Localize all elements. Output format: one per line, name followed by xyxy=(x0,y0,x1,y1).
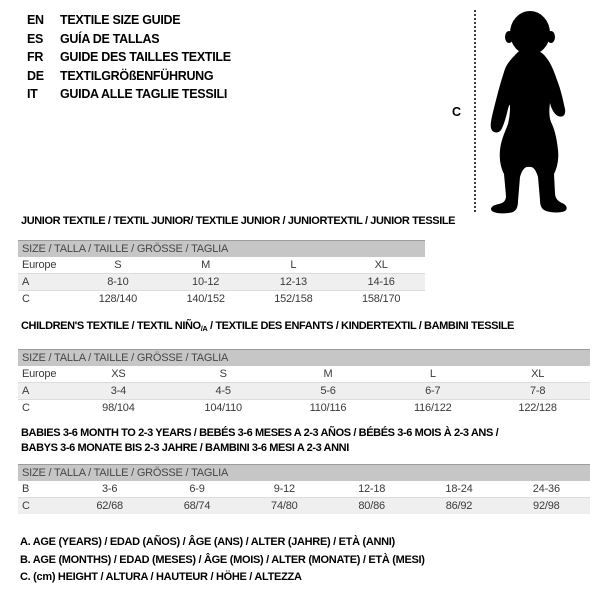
language-title: GUIDE DES TAILLES TEXTILE xyxy=(60,50,231,65)
table-cell: 140/152 xyxy=(186,293,225,305)
table-cell: 74/80 xyxy=(241,498,328,515)
table-row xyxy=(18,383,590,400)
title-text: / TEXTILE DES ENFANTS / KINDERTEXTIL / BAMBINI TESSILE xyxy=(207,320,514,332)
language-title: TEXTILGRÖßENFÜHRUNG xyxy=(60,68,214,83)
table-row xyxy=(18,366,590,383)
babies-table-title-line1: BABIES 3-6 MONTH TO 2-3 YEARS / BEBÉS 3-6 MESES A 2-3 AÑOS / BÉBÉS 3-6 MOIS À 2-3 ANS / xyxy=(21,427,499,439)
table-row xyxy=(18,274,425,291)
table-row xyxy=(18,291,425,308)
row-label: A xyxy=(18,383,66,400)
babies-size-table xyxy=(18,464,590,514)
table-cell: 122/128 xyxy=(518,402,557,414)
row-label: C xyxy=(18,498,66,515)
table-row xyxy=(18,498,590,515)
language-code: ES xyxy=(27,31,44,46)
table-cell: M xyxy=(276,366,381,383)
language-title: GUIDA ALLE TAGLIE TESSILI xyxy=(60,87,228,102)
table-cell: 86/92 xyxy=(415,498,502,515)
table-cell: 6-9 xyxy=(153,481,240,498)
table-cell: 7-8 xyxy=(485,383,590,400)
table-cell: 104/110 xyxy=(204,402,242,414)
table-cell: 152/158 xyxy=(274,293,313,305)
footnote-b: B. AGE (MONTHS) / EDAD (MESES) / ÂGE (MOIS) / ALTER (MONATE) / ETÀ (MESI) xyxy=(20,553,425,566)
table-cell: 62/68 xyxy=(66,498,153,515)
size-header-bar: SIZE / TALLA / TAILLE / GRÖSSE / TAGLIA xyxy=(18,465,590,482)
table-cell: 128/140 xyxy=(98,293,138,305)
table-cell: 68/74 xyxy=(153,498,240,515)
table-cell: M xyxy=(162,257,250,274)
junior-size-table xyxy=(18,240,425,307)
legend-footnotes xyxy=(20,534,425,587)
height-measure-label: C xyxy=(452,105,462,119)
size-header-bar: SIZE / TALLA / TAILLE / GRÖSSE / TAGLIA xyxy=(18,241,425,258)
babies-table-title-line2: BABYS 3-6 MONATE BIS 2-3 JAHRE / BAMBINI 3-6 MESI A 2-3 ANNI xyxy=(21,442,349,454)
table-cell: 5-6 xyxy=(276,383,381,400)
language-list xyxy=(27,11,231,104)
row-label: A xyxy=(18,274,74,291)
language-code: EN xyxy=(27,13,44,28)
table-cell: 110/116 xyxy=(309,402,347,414)
table-cell: 116/122 xyxy=(414,402,452,414)
language-row xyxy=(27,48,231,67)
language-row xyxy=(27,30,231,49)
children-textile-section xyxy=(18,319,590,416)
table-cell: 9-12 xyxy=(241,481,328,498)
table-cell: XL xyxy=(337,257,425,274)
footnote-a: A. AGE (YEARS) / EDAD (AÑOS) / ÂGE (ANS) / ALTER (JAHRE) / ETÀ (ANNI) xyxy=(20,536,395,548)
table-cell: 6-7 xyxy=(380,383,485,400)
table-cell: L xyxy=(250,257,338,274)
table-cell: 4-5 xyxy=(171,383,276,400)
table-cell: S xyxy=(74,257,162,274)
table-cell: 24-36 xyxy=(503,481,590,498)
row-label: B xyxy=(18,481,66,498)
children-table-title xyxy=(21,319,590,336)
title-subscript: /A xyxy=(200,324,208,333)
junior-table-title: JUNIOR TEXTILE / TEXTIL JUNIOR/ TEXTILE JUNIOR / JUNIORTEXTIL / JUNIOR TESSILE xyxy=(21,215,456,227)
table-cell: 8-10 xyxy=(74,274,162,291)
language-code: FR xyxy=(27,50,44,65)
language-row xyxy=(27,85,231,104)
babies-textile-section xyxy=(18,426,590,514)
language-title: GUÍA DE TALLAS xyxy=(60,31,160,46)
table-cell: 12-18 xyxy=(328,481,415,498)
table-cell: S xyxy=(171,366,276,383)
row-label: Europe xyxy=(18,366,66,383)
language-row xyxy=(27,11,231,30)
table-cell: 3-6 xyxy=(66,481,153,498)
language-row xyxy=(27,67,231,86)
table-cell: L xyxy=(380,366,485,383)
table-cell: 158/170 xyxy=(361,293,401,305)
row-label: C xyxy=(22,293,30,305)
language-title: TEXTILE SIZE GUIDE xyxy=(60,13,181,28)
table-cell: 18-24 xyxy=(415,481,502,498)
table-cell: 12-13 xyxy=(250,274,338,291)
table-row xyxy=(18,481,590,498)
table-cell: XL xyxy=(485,366,590,383)
table-cell: 10-12 xyxy=(162,274,250,291)
table-cell: 14-16 xyxy=(337,274,425,291)
table-cell: 3-4 xyxy=(66,383,171,400)
row-label: Europe xyxy=(18,257,74,274)
size-header-bar: SIZE / TALLA / TAILLE / GRÖSSE / TAGLIA xyxy=(18,350,590,367)
language-code: IT xyxy=(27,87,38,102)
baby-silhouette-image xyxy=(476,6,598,218)
table-cell: XS xyxy=(66,366,171,383)
table-cell: 92/98 xyxy=(503,498,590,515)
footnote-c: C. (cm) HEIGHT / ALTURA / HAUTEUR / HÖHE / ALTEZZA xyxy=(20,571,302,583)
junior-textile-section xyxy=(18,214,456,307)
table-row xyxy=(18,400,590,417)
children-size-table xyxy=(18,349,590,416)
table-cell: 80/86 xyxy=(328,498,415,515)
language-code: DE xyxy=(27,68,44,83)
table-row xyxy=(18,257,425,274)
table-cell: 98/104 xyxy=(102,402,135,414)
title-text: CHILDREN'S TEXTILE / TEXTIL NIÑO xyxy=(21,320,201,332)
row-label: C xyxy=(22,402,30,414)
